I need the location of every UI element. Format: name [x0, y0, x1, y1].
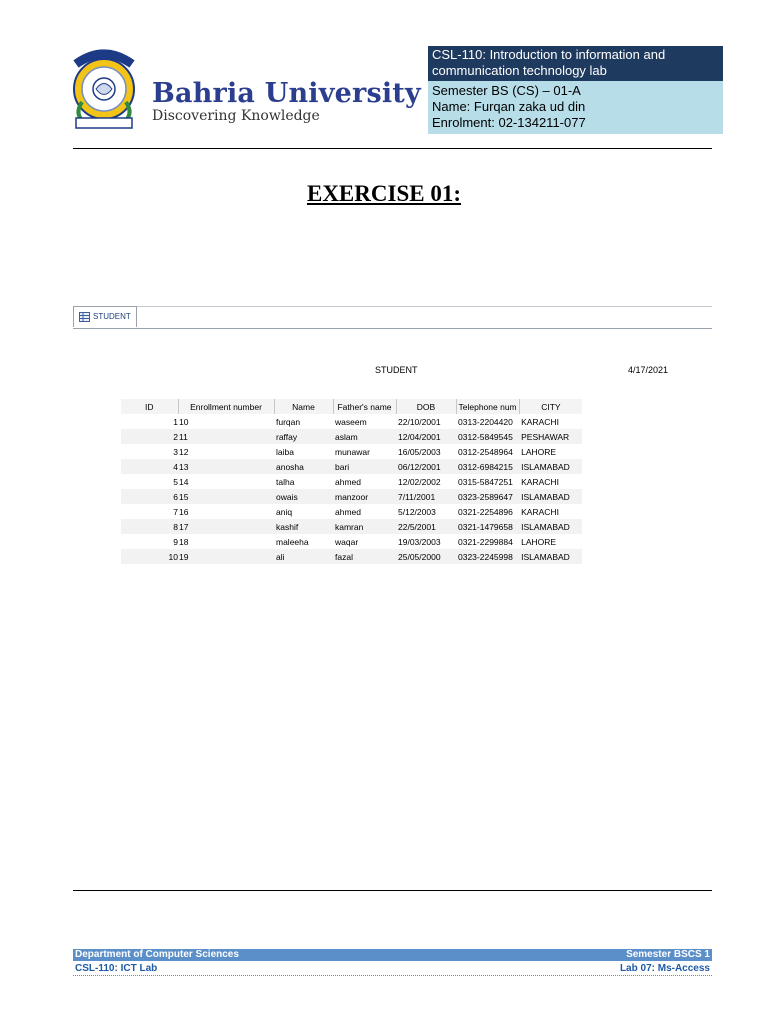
column-header: Enrollment number [178, 399, 274, 414]
footer-course-row [73, 962, 712, 976]
cell-id: 3 [173, 446, 178, 457]
cell-id: 5 [173, 476, 178, 487]
cell-father: fazal [333, 549, 396, 564]
cell-father: kamran [333, 519, 396, 534]
cell-enrollment: 14 [179, 476, 189, 487]
column-header: Father's name [333, 399, 396, 414]
cell-enrollment: 18 [179, 536, 189, 547]
table-row [121, 444, 582, 459]
cell-name: aniq [276, 506, 293, 517]
cell-name: ali [274, 549, 333, 564]
cell-dob: 12/02/2002 [398, 476, 441, 487]
cell-enrollment: 11 [178, 429, 274, 444]
cell-dob: 06/12/2001 [396, 459, 456, 474]
cell-city: KARACHI [521, 476, 559, 487]
cell-name: talha [276, 476, 295, 487]
cell-dob: 19/03/2003 [398, 536, 441, 547]
cell-father: manzoor [333, 489, 396, 504]
cell-name: furqan [276, 416, 301, 427]
cell-id: 7 [173, 506, 178, 517]
student-details [428, 81, 723, 134]
cell-dob: 16/05/2003 [398, 446, 441, 457]
cell-dob: 22/10/2001 [398, 416, 441, 427]
cell-id: 2 [121, 429, 178, 444]
footer-course: CSL-110: ICT Lab [75, 963, 158, 974]
cell-phone: 0321-1479658 [456, 519, 519, 534]
cell-father: ahmed [335, 506, 361, 517]
footer-divider [73, 890, 712, 891]
table-header-row [121, 399, 582, 414]
enrolment-line: Enrolment: 02-134211-077 [432, 115, 586, 130]
cell-father: waqar [335, 536, 359, 547]
cell-city: KARACHI [521, 416, 559, 427]
cell-enrollment: 13 [178, 459, 274, 474]
university-logo [62, 42, 421, 134]
cell-city: KARACHI [521, 506, 559, 517]
cell-father: ahmed [335, 476, 361, 487]
cell-name: raffay [274, 429, 333, 444]
cell-name: anosha [274, 459, 333, 474]
cell-father: bari [333, 459, 396, 474]
table-row [121, 549, 582, 564]
cell-enrollment: 12 [179, 446, 189, 457]
semester-line: Semester BS (CS) – 01-A [432, 83, 581, 98]
column-header: ID [121, 399, 178, 414]
cell-dob: 5/12/2003 [398, 506, 436, 517]
cell-phone: 0312-2548964 [458, 446, 513, 457]
cell-city: PESHAWAR [519, 429, 582, 444]
cell-id: 1 [173, 416, 178, 427]
cell-id: 6 [121, 489, 178, 504]
cell-name: kashif [274, 519, 333, 534]
cell-enrollment: 15 [178, 489, 274, 504]
cell-city: LAHORE [521, 536, 557, 547]
table-row [121, 489, 582, 504]
column-header: CITY [519, 399, 582, 414]
tab-label: STUDENT [93, 312, 131, 321]
footer-semester: Semester BSCS 1 [626, 949, 710, 960]
cell-phone: 0315-5847251 [458, 476, 513, 487]
student-info-box [428, 46, 723, 134]
column-header: Name [274, 399, 333, 414]
report-date: 4/17/2021 [628, 365, 669, 375]
cell-phone: 0323-2589647 [456, 489, 519, 504]
document-tab-strip [73, 306, 712, 329]
cell-city: ISLAMABAD [519, 489, 582, 504]
cell-city: ISLAMABAD [519, 459, 582, 474]
cell-dob: 7/11/2001 [396, 489, 456, 504]
student-report-table [121, 399, 582, 564]
cell-dob: 12/04/2001 [396, 429, 456, 444]
cell-enrollment: 19 [178, 549, 274, 564]
cell-phone: 0323-2245998 [456, 549, 519, 564]
cell-id: 10 [121, 549, 178, 564]
column-header: Telephone num [456, 399, 519, 414]
report-title: STUDENT [375, 365, 418, 375]
course-title: CSL-110: Introduction to information and communication technology lab [428, 46, 723, 81]
table-row [121, 534, 582, 549]
university-name: Bahria University [152, 78, 421, 109]
column-header: DOB [396, 399, 456, 414]
table-row [121, 429, 582, 444]
cell-phone: 0321-2254896 [458, 506, 513, 517]
cell-id: 9 [173, 536, 178, 547]
cell-father: aslam [333, 429, 396, 444]
cell-enrollment: 16 [179, 506, 189, 517]
cell-father: waseem [335, 416, 367, 427]
tab-student-report[interactable] [73, 306, 137, 327]
tab-strip-top-line [130, 306, 712, 307]
cell-phone: 0312-6984215 [456, 459, 519, 474]
cell-city: LAHORE [521, 446, 557, 457]
table-row [121, 414, 582, 429]
cell-phone: 0313-2204420 [458, 416, 513, 427]
table-row [121, 459, 582, 474]
cell-id: 4 [121, 459, 178, 474]
cell-enrollment: 10 [179, 416, 189, 427]
cell-phone: 0321-2299884 [458, 536, 513, 547]
cell-phone: 0312-5849545 [456, 429, 519, 444]
university-seal-icon [62, 42, 146, 134]
report-icon [79, 312, 90, 322]
cell-name: maleeha [276, 536, 309, 547]
header-divider [73, 148, 712, 149]
cell-id: 8 [121, 519, 178, 534]
cell-dob: 25/05/2000 [396, 549, 456, 564]
university-tagline: Discovering Knowledge [152, 108, 320, 124]
footer-lab: Lab 07: Ms-Access [619, 963, 710, 974]
cell-father: munawar [335, 446, 370, 457]
table-row [121, 519, 582, 534]
table-row [121, 474, 582, 489]
cell-city: ISLAMABAD [519, 519, 582, 534]
cell-city: ISLAMABAD [519, 549, 582, 564]
cell-name: owais [274, 489, 333, 504]
footer-department: Department of Computer Sciences [75, 949, 239, 960]
cell-name: laiba [276, 446, 294, 457]
footer-bar [73, 949, 712, 961]
table-row [121, 504, 582, 519]
exercise-title: EXERCISE 01: [306, 181, 461, 206]
cell-enrollment: 17 [178, 519, 274, 534]
cell-dob: 22/5/2001 [396, 519, 456, 534]
name-line: Name: Furqan zaka ud din [432, 99, 586, 114]
